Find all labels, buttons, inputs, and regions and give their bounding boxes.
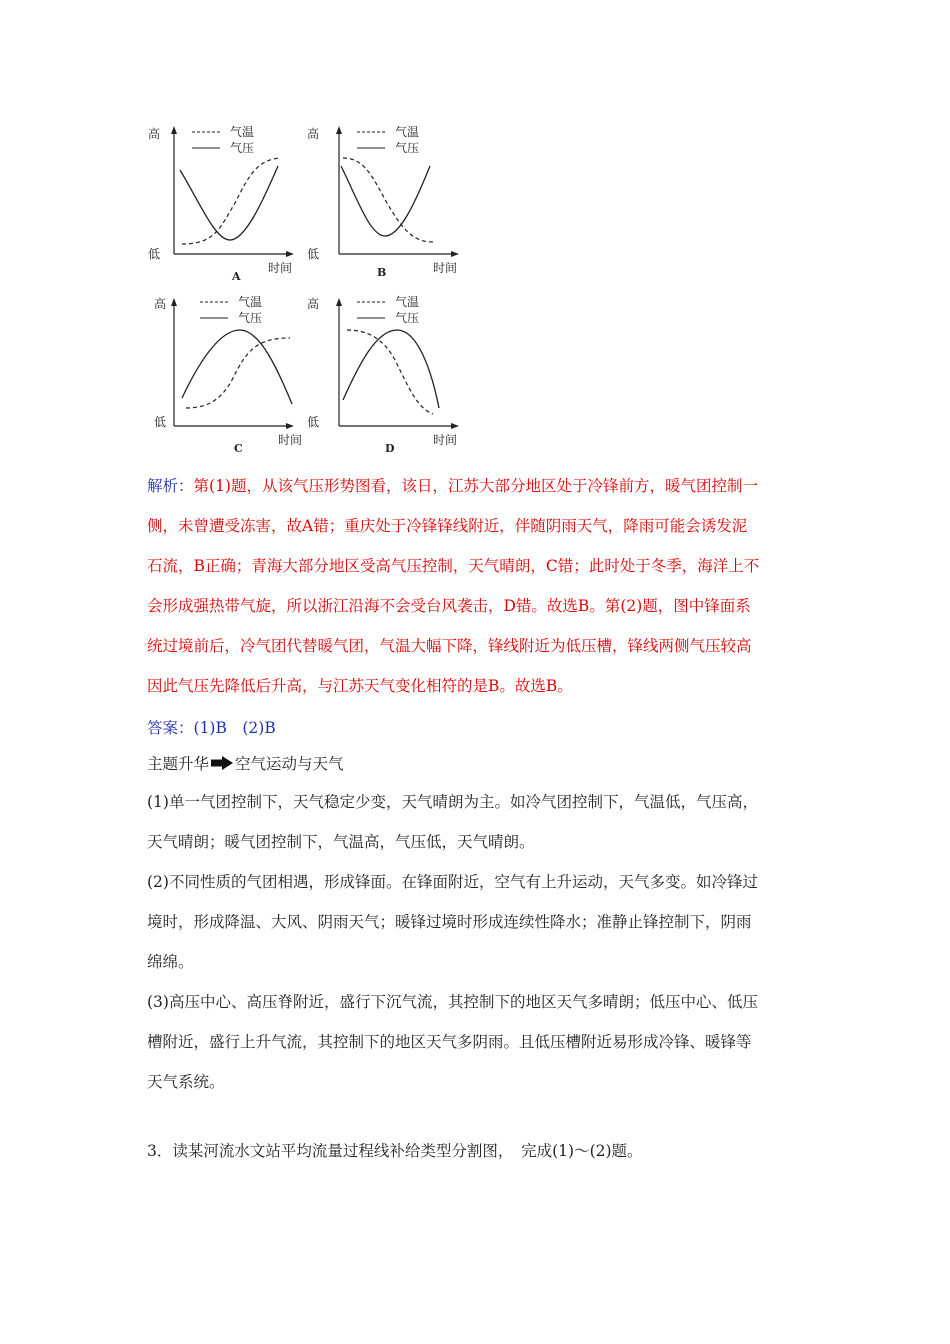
y-low-label: 低 (307, 415, 320, 429)
legend-pressure: 气压 (395, 141, 420, 155)
legend-temp: 气温 (395, 125, 420, 139)
legend-pressure: 气压 (230, 141, 255, 155)
chart-d (305, 290, 470, 460)
legend-temp: 气温 (238, 295, 263, 309)
point-line: 境时，形成降温、大风、阴雨天气；暖锋过境时形成连续性降水；准静止锋控制下，阴雨 (147, 913, 752, 931)
analysis-label: 解析： (147, 477, 194, 495)
pressure-series (343, 330, 439, 408)
point-2 (147, 862, 812, 982)
y-low-label: 低 (307, 247, 320, 261)
legend-pressure: 气压 (238, 311, 263, 325)
topic-title: 空气运动与天气 (235, 755, 344, 773)
chart-a (140, 118, 305, 288)
analysis-line: 因此气压先降低后升高，与江苏天气变化相符的是B。故选B。 (147, 677, 573, 695)
pressure-series (182, 330, 292, 404)
x-axis-label: 时间 (433, 261, 458, 275)
temp-series (186, 338, 290, 408)
point-line: 天气系统。 (147, 1073, 225, 1091)
point-line: (1)单一气团控制下，天气稳定少变，天气晴朗为主。如冷气团控制下，气温低，气压高， (147, 793, 758, 811)
point-line: 绵绵。 (147, 953, 194, 971)
topic-prefix: 主题升华 (147, 755, 210, 773)
chart-letter: C (234, 442, 243, 455)
y-high-label: 高 (307, 297, 320, 311)
topic-heading (147, 752, 344, 774)
pressure-series (180, 166, 278, 240)
answer-text: (1)B (2)B (193, 719, 276, 737)
chart-letter: A (232, 270, 241, 283)
figure-four-charts (140, 118, 470, 463)
right-arrow-icon (211, 756, 233, 770)
legend-pressure: 气压 (395, 311, 420, 325)
point-line: (3)高压中心、高压脊附近，盛行下沉气流，其控制下的地区天气多晴朗；低压中心、低压 (147, 993, 758, 1011)
analysis-line: 第(1)题，从该气压形势图看，该日，江苏大部分地区处于冷锋前方，暖气团控制一 (193, 477, 758, 495)
x-axis-label: 时间 (268, 261, 293, 275)
analysis-line: 会形成强热带气旋，所以浙江沿海不会受台风袭击，D错。故选B。第(2)题，图中锋面系 (147, 597, 751, 615)
chart-letter: B (377, 266, 387, 279)
point-line: (2)不同性质的气团相遇，形成锋面。在锋面附近，空气有上升运动，天气多变。如冷锋过 (147, 873, 758, 891)
point-line: 槽附近，盛行上升气流，其控制下的地区天气多阴雨。且低压槽附近易形成冷锋、暖锋等 (147, 1033, 752, 1051)
legend-temp: 气温 (395, 295, 420, 309)
chart-c (140, 290, 305, 460)
x-axis-label: 时间 (278, 433, 303, 447)
analysis-line: 统过境前后，冷气团代替暖气团，气温大幅下降，锋线附近为低压槽，锋线两侧气压较高 (147, 637, 752, 655)
answer (147, 708, 812, 748)
x-axis-label: 时间 (433, 433, 458, 447)
analysis-line: 侧，未曾遭受冻害，故A错；重庆处于冷锋锋线附近，伴随阴雨天气，降雨可能会诱发泥 (147, 517, 748, 535)
y-low-label: 低 (148, 247, 161, 261)
point-1 (147, 782, 812, 862)
y-low-label: 低 (154, 415, 167, 429)
point-line: 天气晴朗；暖气团控制下，气温高，气压低，天气晴朗。 (147, 833, 535, 851)
point-3 (147, 982, 812, 1102)
answer-label: 答案： (147, 719, 194, 737)
y-high-label: 高 (148, 127, 161, 141)
chart-letter: D (385, 442, 395, 455)
analysis-line: 石流，B正确；青海大部分地区受高气压控制，天气晴朗，C错；此时处于冬季，海洋上不 (147, 557, 760, 575)
temp-series (182, 158, 280, 244)
analysis (147, 466, 812, 706)
legend-temp: 气温 (230, 125, 255, 139)
y-high-label: 高 (307, 127, 320, 141)
chart-b (305, 118, 470, 288)
y-high-label: 高 (154, 297, 167, 311)
question-3: 3．读某河流水文站平均流量过程线补给类型分割图， 完成(1)～(2)题。 (147, 1142, 643, 1160)
temp-series (347, 330, 433, 414)
